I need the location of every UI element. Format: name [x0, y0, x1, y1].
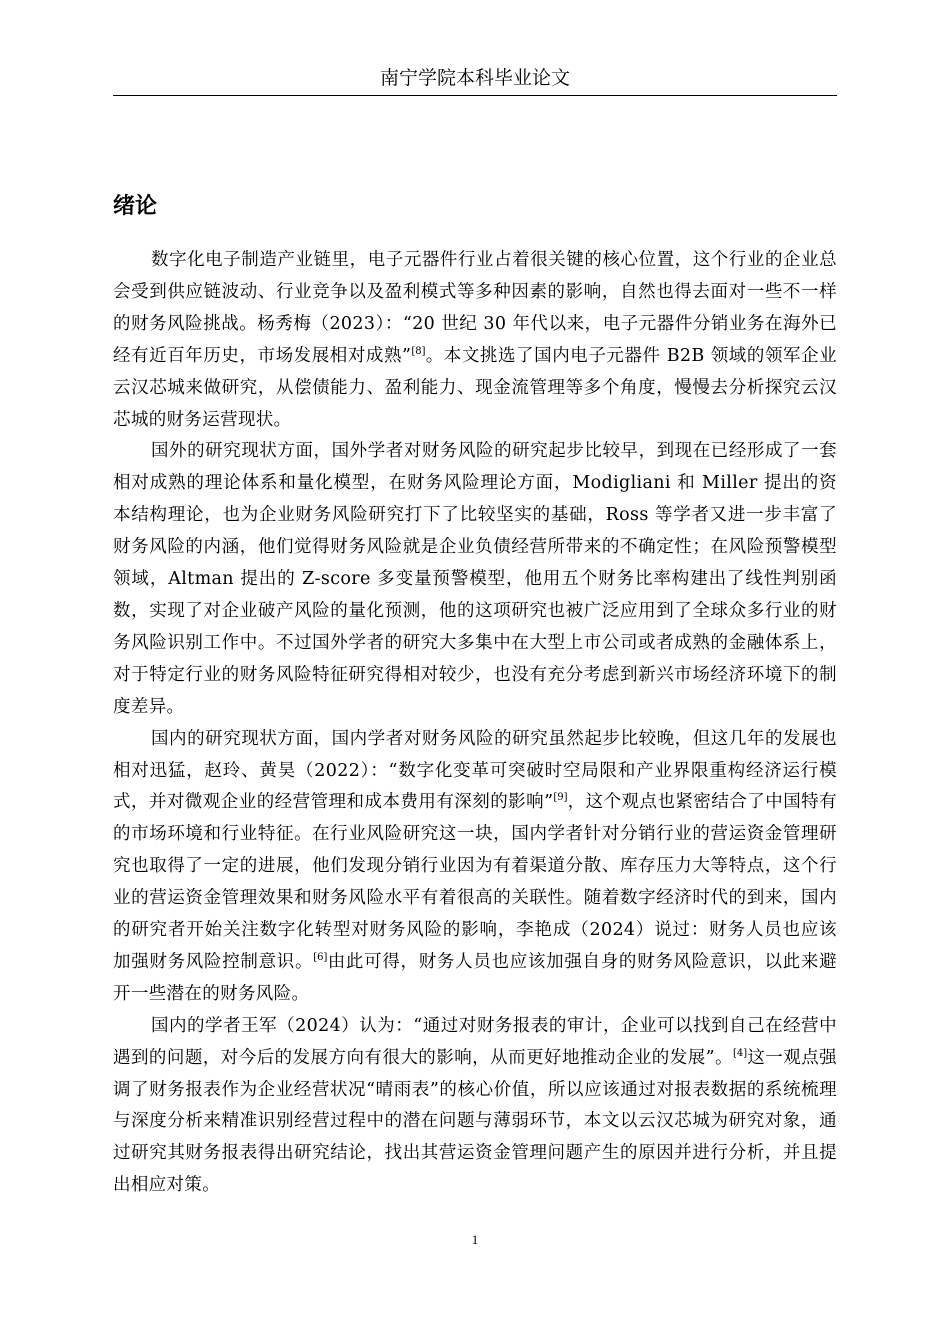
paragraph-text: 这一观点强调了财务报表作为企业经营状况“晴雨表”的核心价值，所以应该通过对报表数据的系统梳理与深度分析来精准识别经营过程中的潜在问题与薄弱环节，本文以云汉芯城为研究对象，通过研究其财务报表得出研究结论，找出其营运资金管理问题产生的原因并进行分析，并且提出相应对策。 [113, 1047, 837, 1196]
paragraph-text: 数字化电子制造产业链里，电子元器件行业占着很关键的核心位置，这个行业的企业总会受到供应链波动、行业竞争以及盈利模式等多种因素的影响，自然也得去面对一些不一样的财务风险挑战。杨秀梅（2023）：“20 世纪 30 年代以来，电子元器件分销业务在海外已经有近百年历史，市场发展相对成熟” [113, 250, 837, 366]
paragraph [113, 436, 837, 723]
citation-marker: [6] [313, 952, 328, 964]
body-text [113, 245, 837, 1202]
paragraph-text: ，这个观点也紧密结合了中国特有的市场环境和行业特征。在行业风险研究这一块，国内学者针对分销行业的营运资金管理研究也取得了一定的进展，他们发现分销行业因为有着渠道分散、库存压力大等特点，这个行业的营运资金管理效果和财务风险水平有着很高的关联性。随着数字经济时代的到来，国内的研究者开始关注数字化转型对财务风险的影响，李艳成（2024）说过：财务人员也应该加强财务风险控制意识。 [113, 792, 837, 972]
running-header: 南宁学院本科毕业论文 [379, 67, 570, 89]
paragraph-text: 国内的研究现状方面，国内学者对财务风险的研究虽然起步比较晚，但这几年的发展也相对迅猛，赵玲、黄昊（2022）：“数字化变革可突破时空局限和产业界限重构经济运行模式，并对微观企业的经营管理和成本费用有深刻的影响” [113, 728, 837, 813]
page-number: 1 [471, 1232, 479, 1247]
paragraph [113, 245, 837, 436]
paragraph [113, 724, 837, 1011]
paragraph-text: 。本文挑选了国内电子元器件 B2B 领域的领军企业云汉芯城来做研究，从偿债能力、盈利能力、现金流管理等多个角度，慢慢去分析探究云汉芯城的财务运营现状。 [113, 345, 837, 430]
paragraph-text: 国外的研究现状方面，国外学者对财务风险的研究起步比较早，到现在已经形成了一套相对成熟的理论体系和量化模型，在财务风险理论方面，Modigliani 和 Miller 提出的资本结构理论，也为企业财务风险研究打下了比较坚实的基础，Ross 等学者又进一步丰富了财务风险的内涵，他们觉得财务风险就是企业负债经营所带来的不确定性；在风险预警模型领域，Altman 提出的 Z-score 多变量预警模型，他用五个财务比率构建出了线性判别函数，实现了对企业破产风险的量化预测，他的这项研究也被广泛应用到了全球众多行业的财务风险识别工作中。不过国外学者的研究大多集中在大型上市公司或者成熟的金融体系上，对于特定行业的财务风险特征研究得相对较少，也没有充分考虑到新兴市场经济环境下的制度差异。 [113, 441, 837, 717]
header-rule [113, 95, 837, 96]
citation-marker: [8] [411, 345, 426, 357]
section-title: 绪论 [113, 194, 158, 219]
paragraph [113, 1011, 837, 1202]
citation-marker: [9] [553, 792, 568, 804]
paragraph-text: 由此可得，财务人员也应该加强自身的财务风险意识，以此来避开一些潜在的财务风险。 [113, 951, 837, 1004]
paragraph-text: 国内的学者王军（2024）认为：“通过对财务报表的审计，企业可以找到自己在经营中遇到的问题，对今后的发展方向有很大的影响，从而更好地推动企业的发展”。 [113, 1015, 837, 1068]
citation-marker: [4] [733, 1047, 748, 1059]
